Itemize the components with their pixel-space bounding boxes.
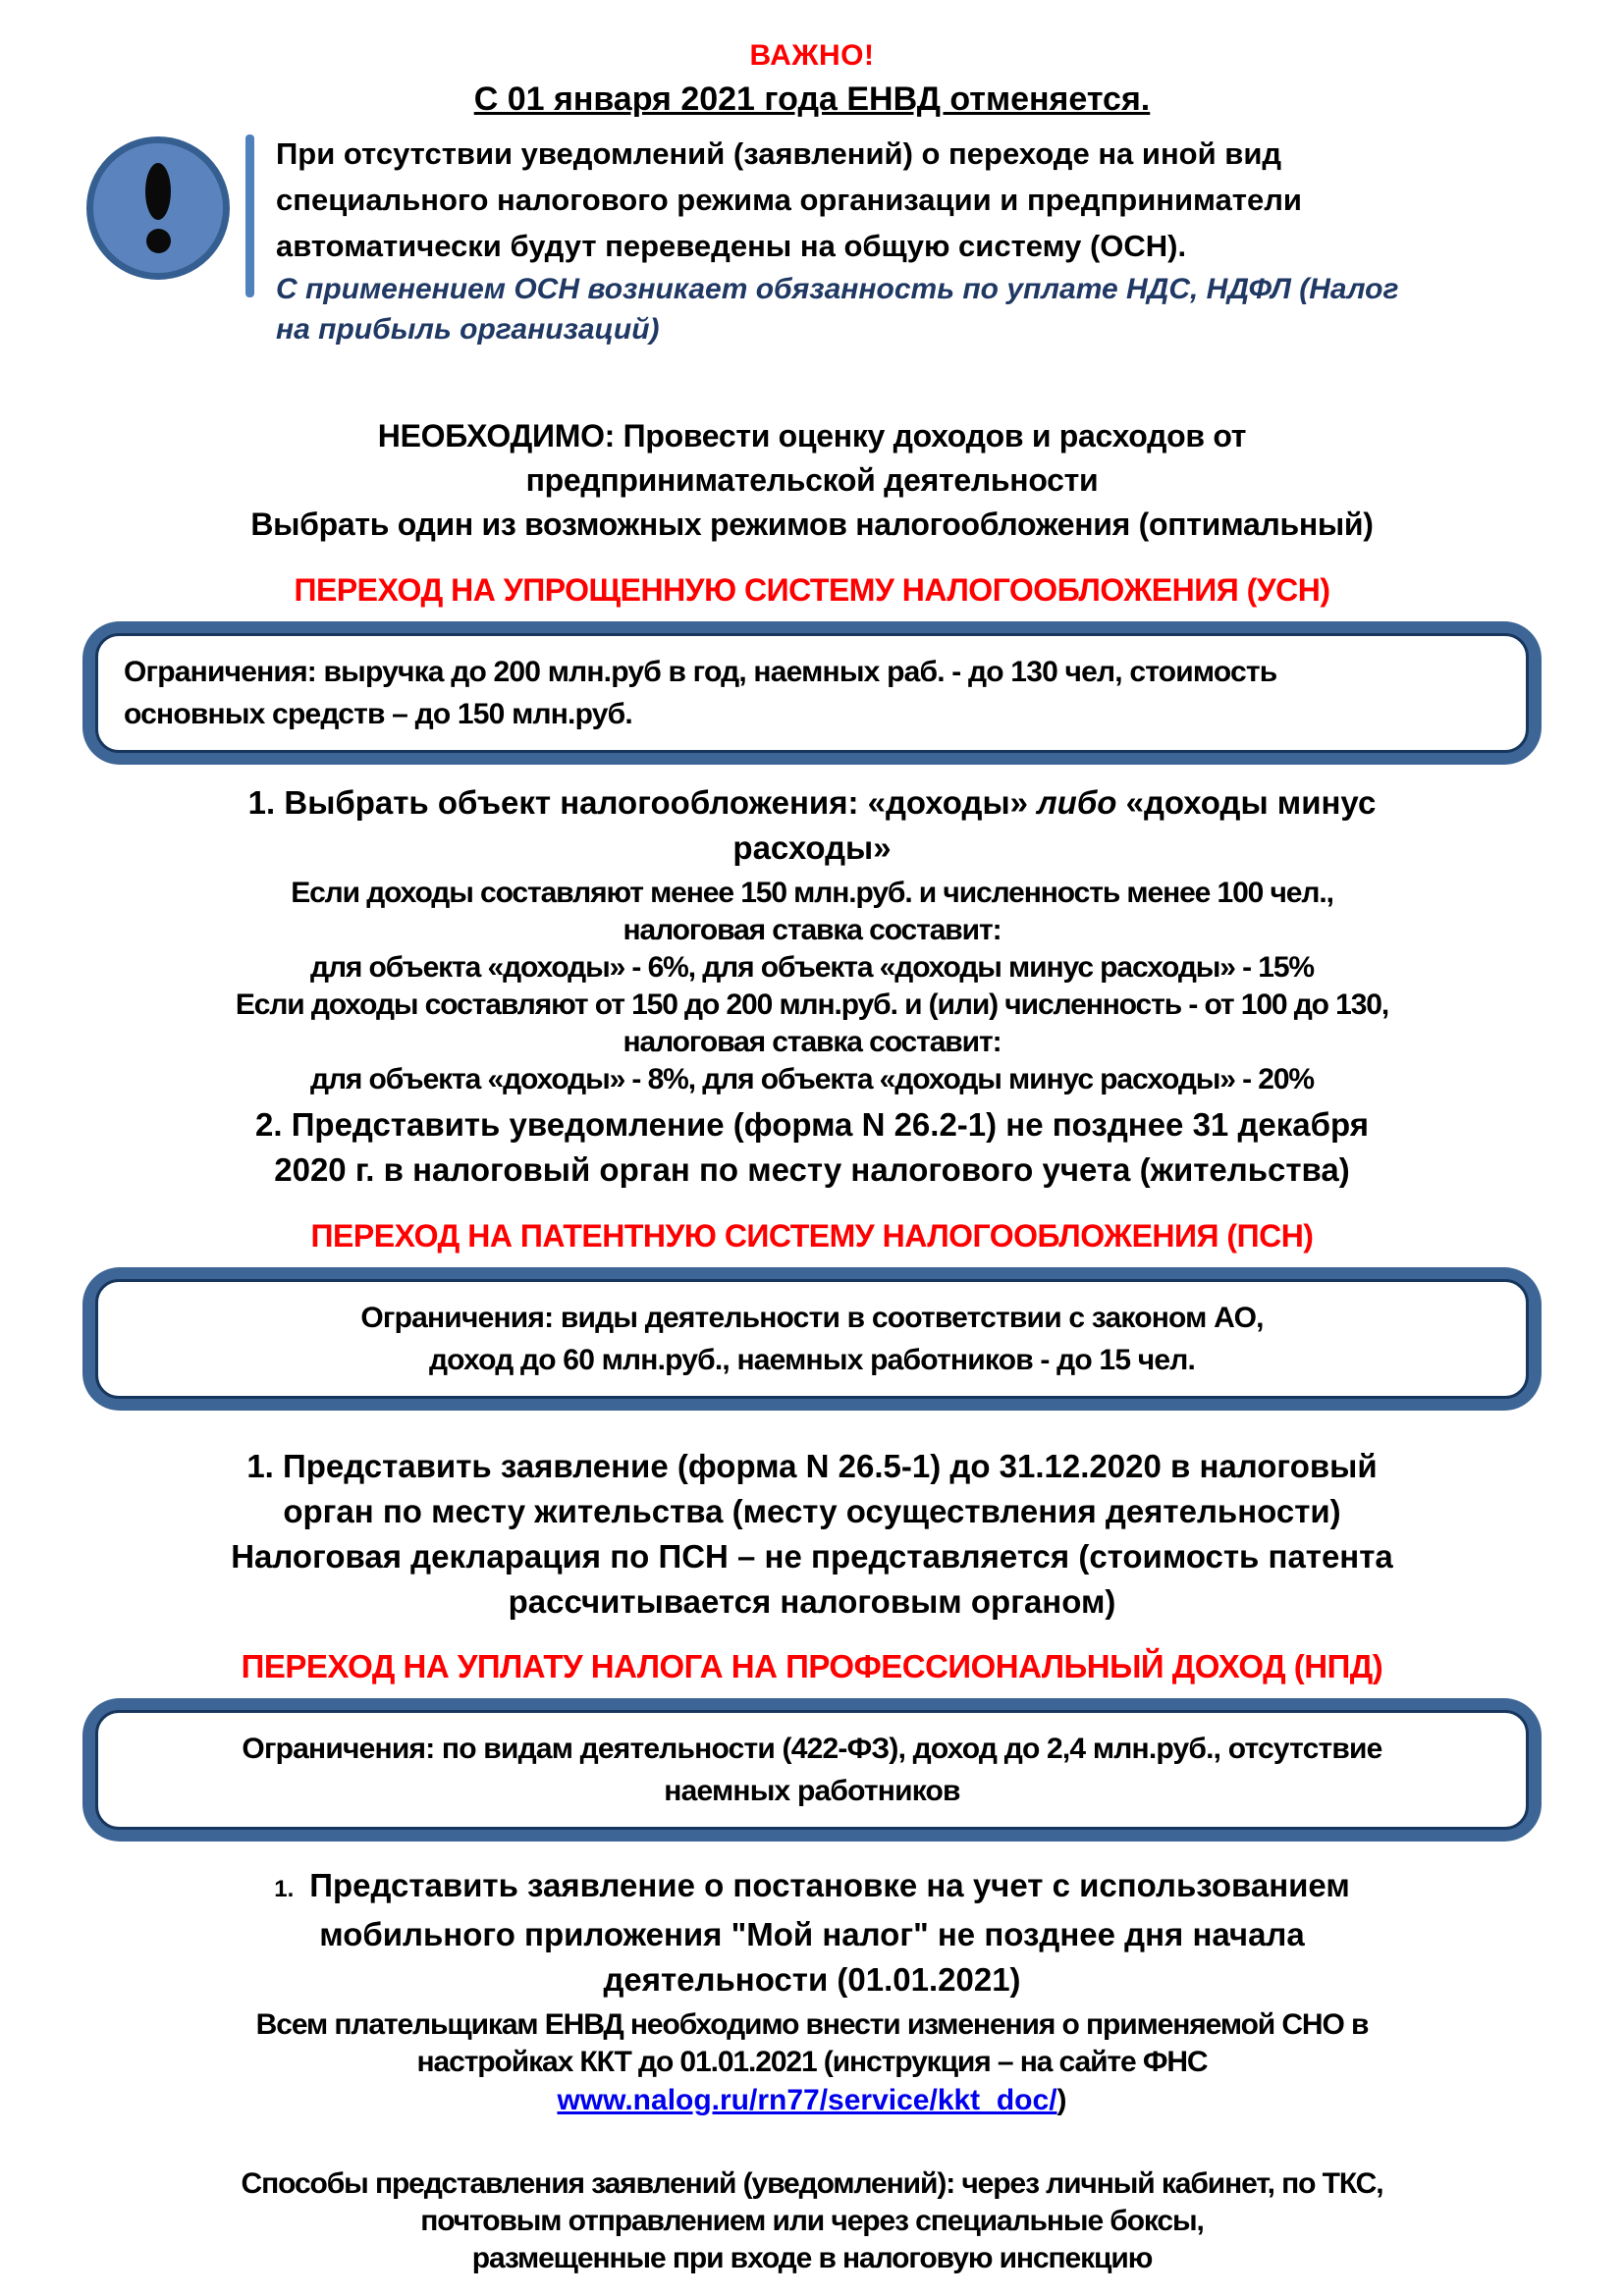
- necessity-block: [0, 414, 1624, 547]
- necessity-line: Выбрать один из возможных режимов налогообложения (оптимальный): [250, 507, 1374, 542]
- envd-cancel-subtitle: С 01 января 2021 года ЕНВД отменяется.: [473, 80, 1151, 118]
- usn-item-2-line: 2. Представить уведомление (форма N 26.2-1) не позднее 31 декабря: [255, 1106, 1369, 1143]
- psn-restrictions-box: [82, 1267, 1542, 1411]
- usn-restrictions-text: [95, 633, 1529, 753]
- fns-kkt-link[interactable]: www.nalog.ru/rn77/service/kkt_doc/: [557, 2084, 1057, 2116]
- restriction-line: доход до 60 млн.руб., наемных работников - до 15 чел.: [428, 1344, 1196, 1376]
- submission-line: Способы представления заявлений (уведомлений): через личный кабинет, по ТКС,: [241, 2167, 1383, 2200]
- usn-restrictions-box: [82, 621, 1542, 765]
- psn-declaration-note: [0, 1534, 1624, 1625]
- npd-heading: ПЕРЕХОД НА УПЛАТУ НАЛОГА НА ПРОФЕССИОНАЛЬНЫЙ ДОХОД (НПД): [241, 1648, 1383, 1684]
- npd-restrictions-box: [82, 1698, 1542, 1842]
- usn-item-2-line: 2020 г. в налоговый орган по месту налогового учета (жительства): [274, 1151, 1350, 1188]
- item-text: 1. Выбрать объект налогообложения: «доходы»: [247, 784, 1038, 821]
- psn-item-1: [0, 1444, 1624, 1534]
- usn-item-1-line1: [0, 780, 1624, 826]
- psn-item-1-line: орган по месту жительства (месту осуществления деятельности): [283, 1493, 1341, 1529]
- restriction-line: основных средств – до 150 млн.руб.: [124, 698, 632, 730]
- kkt-note: [0, 2006, 1624, 2120]
- necessity-line: НЕОБХОДИМО: Провести оценку доходов и расходов от: [377, 418, 1247, 454]
- submission-methods: [0, 2165, 1624, 2277]
- usn-heading: ПЕРЕХОД НА УПРОЩЕННУЮ СИСТЕМУ НАЛОГООБЛОЖЕНИЯ (УСН): [294, 572, 1330, 608]
- usn-detail-line: Если доходы составляют менее 150 млн.руб. и численность менее 100 чел.,: [291, 877, 1333, 909]
- exclamation-dot: [146, 229, 171, 253]
- usn-detail-line: для объекта «доходы» - 6%, для объекта «доходы минус расходы» - 15%: [310, 951, 1314, 984]
- usn-detail-line: Если доходы составляют от 150 до 200 млн.руб. и (или) численность - от 100 до 130,: [235, 988, 1389, 1021]
- osn-note-line: С применением ОСН возникает обязанность по уплате НДС, НДФЛ (Налог: [276, 273, 1399, 305]
- submission-line: размещенные при входе в налоговую инспекцию: [471, 2242, 1153, 2274]
- link-paren: ): [1056, 2084, 1067, 2116]
- restriction-line: Ограничения: по видам деятельности (422-ФЗ), доход до 2,4 млн.руб., отсутствие: [242, 1733, 1382, 1765]
- item-text: Представить заявление о постановке на учет с использованием: [309, 1867, 1350, 1903]
- alert-line: специального налогового режима организации и предприниматели: [276, 183, 1302, 217]
- alert-paragraph: [276, 131, 1565, 349]
- psn-item-1-line: 1. Представить заявление (форма N 26.5-1) до 31.12.2020 в налоговый: [246, 1448, 1378, 1484]
- kkt-line: настройках ККТ до 01.01.2021 (инструкция – на сайте ФНС: [416, 2046, 1208, 2078]
- restriction-line: Ограничения: выручка до 200 млн.руб в год, наемных раб. - до 130 чел, стоимость: [124, 656, 1277, 688]
- item-text: «доходы минус: [1116, 784, 1377, 821]
- usn-item-1-line2: расходы»: [732, 829, 892, 866]
- osn-note-line: на прибыль организаций): [276, 313, 660, 346]
- list-number: 1.: [274, 1876, 295, 1902]
- italic-word: либо: [1037, 784, 1117, 821]
- npd-item-1-line: деятельности (01.01.2021): [603, 1961, 1021, 1998]
- psn-heading: ПЕРЕХОД НА ПАТЕНТНУЮ СИСТЕМУ НАЛОГООБЛОЖЕНИЯ (ПСН): [310, 1218, 1314, 1254]
- usn-detail-line: налоговая ставка составит:: [623, 1026, 1001, 1058]
- npd-restrictions-text: [95, 1710, 1529, 1830]
- psn-note-line: Налоговая декларация по ПСН – не представляется (стоимость патента: [231, 1538, 1393, 1575]
- alert-block: [86, 131, 1565, 349]
- psn-restrictions-text: [95, 1279, 1529, 1399]
- psn-note-line: рассчитывается налоговым органом): [508, 1583, 1116, 1620]
- usn-details: [0, 875, 1624, 1098]
- kkt-link-line: [0, 2081, 1624, 2120]
- kkt-line: Всем плательщикам ЕНВД необходимо внести изменения о применяемой СНО в: [255, 2008, 1369, 2041]
- osn-note: [276, 269, 1565, 349]
- usn-detail-line: налоговая ставка составит:: [623, 914, 1001, 946]
- submission-line: почтовым отправлением или через специальные боксы,: [420, 2205, 1204, 2237]
- necessity-line: предпринимательской деятельности: [525, 462, 1099, 498]
- exclamation-circle-icon: [86, 136, 230, 280]
- restriction-line: наемных работников: [664, 1775, 960, 1807]
- vertical-accent-bar: [245, 134, 254, 297]
- npd-item-1-line1: [0, 1863, 1624, 1912]
- usn-item-2: [0, 1102, 1624, 1193]
- alert-line: При отсутствии уведомлений (заявлений) о переходе на иной вид: [276, 136, 1282, 171]
- usn-detail-line: для объекта «доходы» - 8%, для объекта «доходы минус расходы» - 20%: [310, 1063, 1314, 1095]
- exclamation-mark: [145, 163, 171, 220]
- alert-line: автоматически будут переведены на общую систему (ОСН).: [276, 229, 1187, 263]
- important-title: ВАЖНО!: [749, 39, 875, 72]
- usn-item-1: [0, 780, 1624, 871]
- restriction-line: Ограничения: виды деятельности в соответствии с законом АО,: [360, 1302, 1264, 1334]
- npd-item-1-line: мобильного приложения "Мой налог" не позднее дня начала: [319, 1916, 1305, 1952]
- npd-item-1: [0, 1863, 1624, 2002]
